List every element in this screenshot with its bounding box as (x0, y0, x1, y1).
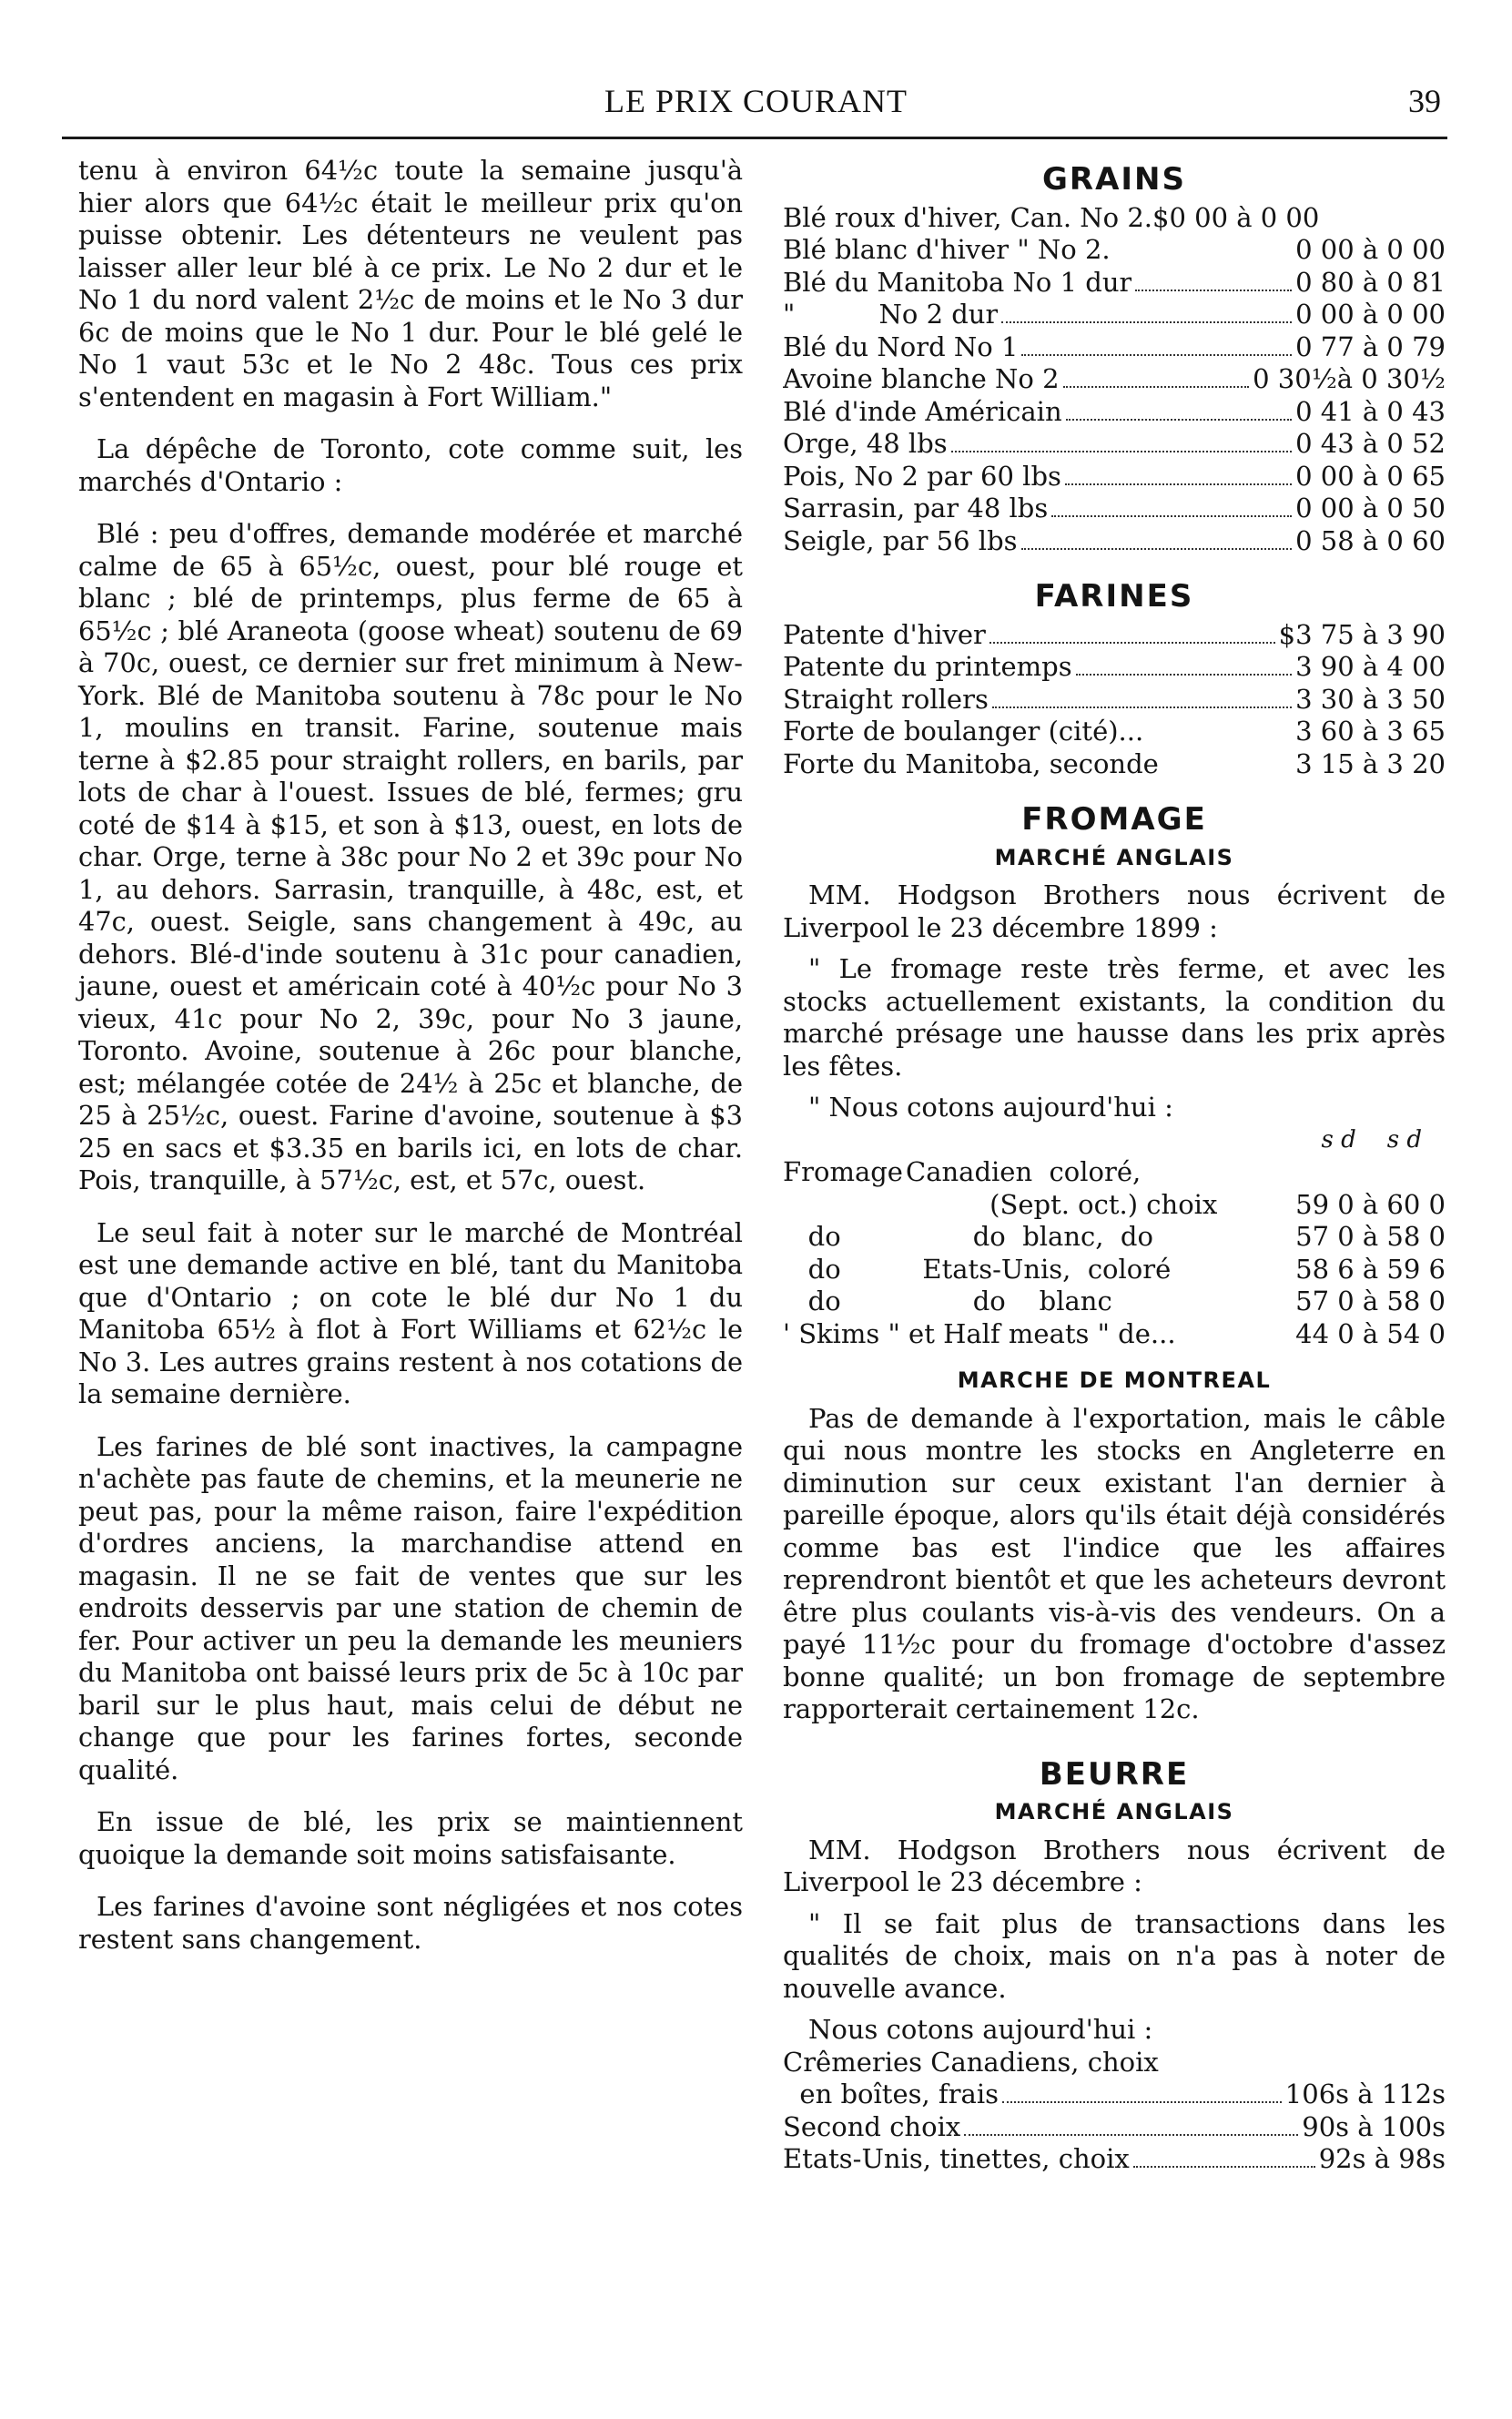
dot-leader (992, 706, 1292, 708)
paragraph-toronto-intro: La dépêche de Toronto, cote comme suit, les marchés d'Ontario : (78, 433, 743, 497)
cell: 58 6 à 59 6 (1295, 1253, 1446, 1285)
dot-leader (1063, 386, 1250, 388)
price-row (783, 461, 1446, 493)
fromage-marche-montreal: MARCHE DE MONTREAL (957, 1367, 1272, 1393)
cell: 57 0 à 58 0 (1295, 1286, 1446, 1316)
dot-leader (1065, 483, 1292, 485)
price-row (783, 748, 1446, 781)
row-label: Second choix (783, 2110, 961, 2142)
price-row (783, 525, 1446, 558)
price-row (783, 2079, 1446, 2111)
row-label: Blé du Manitoba No 1 dur (783, 266, 1132, 298)
beurre-title: BEURRE (1039, 1755, 1190, 1793)
row-value: 3 15 à 3 20 (1295, 747, 1446, 779)
row-value: 3 90 à 4 00 (1295, 651, 1446, 682)
cell: Etats-Unis, coloré (906, 1253, 1172, 1285)
row-label: Blé blanc d'hiver " No 2. (783, 234, 1111, 265)
fromage-quote: " Le fromage reste très ferme, et avec les stocks actuellement existants, la condition du marché présage une hausse dans les prix après les fêtes. (783, 953, 1446, 1082)
cell: do blanc, do (906, 1221, 1153, 1252)
price-row (783, 2143, 1446, 2176)
cell: 57 0 à 58 0 (1295, 1221, 1446, 1252)
row-value: 0 58 à 0 60 (1295, 524, 1446, 556)
table-row (783, 1189, 1446, 1222)
beurre-quote: " Il se fait plus de transactions dans les qualités de choix, mais on n'a pas à noter de nouvelle avance. (783, 1907, 1446, 2004)
dot-leader (951, 451, 1292, 452)
beurre-row-head (783, 2047, 1446, 2079)
row-value: 3 30 à 3 50 (1295, 683, 1446, 715)
dot-leader (1002, 2101, 1282, 2103)
row-label: Blé roux d'hiver, Can. No 2. (783, 201, 1152, 233)
row-value: 0 30½à 0 30½ (1253, 363, 1446, 394)
price-row (783, 234, 1446, 267)
beurre-table (783, 2079, 1446, 2176)
dot-leader (1051, 515, 1292, 517)
cell: 59 0 à 60 0 (1295, 1188, 1446, 1220)
row-value: 90s à 100s (1302, 2110, 1446, 2142)
grains-title: GRAINS (1042, 161, 1186, 198)
row-value: 0 77 à 0 79 (1295, 330, 1446, 362)
grains-table (783, 202, 1446, 558)
dot-leader (964, 2134, 1298, 2136)
price-row (783, 684, 1446, 717)
beurre-cotons: Nous cotons aujourd'hui : (808, 2014, 1153, 2045)
fromage-intro: MM. Hodgson Brothers nous écrivent de Liverpool le 23 décembre 1899 : (783, 879, 1446, 943)
row-label: Straight rollers (783, 683, 989, 715)
price-row (783, 267, 1446, 300)
row-label: Patente du printemps (783, 651, 1072, 682)
dot-leader (1066, 419, 1293, 421)
row-value: 0 00 à 0 50 (1295, 493, 1446, 523)
price-row (783, 396, 1446, 429)
row-value: 0 00 à 0 65 (1295, 460, 1446, 492)
price-row (783, 2111, 1446, 2144)
fromage-table (783, 1156, 1446, 1350)
paragraph-issue-ble: En issue de blé, les prix se maintiennent quoique la demande soit moins satisfaisante. (78, 1806, 743, 1870)
paragraph-toronto-markets: Blé : peu d'offres, demande modérée et marché calme de 65 à 65½c, ouest, pour blé rouge et blanc ; blé de printemps, plus ferme de 65 à 65½c ; blé Araneota (goose wheat) soutenu de 69 à 70c, ouest, ce dernier sur fret minimum à New-York. Blé de Manitoba soutenu à 78c pour le No 1, moulins en transit. Farine, soutenue mais terne à $2.85 pour straight rollers, en barils, par lots de char à l'ouest. Issues de blé, fermes; gru coté de $14 à $15, et son à $13, ouest, en lots de char. Orge, terne à 38c pour No 2 et 39c pour No 1, au dehors. Sarrasin, tranquille, à 48c, est, et 47c, ouest. Seigle, sans changement à 49c, au dehors. Blé-d'inde soutenu à 31c pour canadien, jaune, ouest et américain coté à 40½c pour No 3 vieux, 41c pour No 2, 39c, pour No 3 jaune, Toronto. Avoine, soutenue à 26c pour blanche, est; mélangée cotée de 24½ à 25c et blanche, de 25 à 25½c, ouest. Farine d'avoine, soutenue à $3 25 en sacs et $3.35 en barils ici, en lots de char. Pois, tranquille, à 57½c, est, et 57c, ouest. (78, 518, 743, 1195)
dot-leader (1133, 2166, 1315, 2168)
row-label: Orge, 48 lbs (783, 428, 948, 459)
row-value: 106s à 112s (1284, 2079, 1446, 2109)
row-label: Blé du Nord No 1 (783, 330, 1019, 362)
price-row (783, 619, 1446, 652)
table-row (783, 1156, 1446, 1189)
row-label: Blé d'inde Américain (783, 395, 1062, 427)
row-value: 92s à 98s (1318, 2143, 1446, 2174)
price-row (783, 493, 1446, 525)
cell: do (783, 1286, 841, 1316)
page-header (0, 0, 1512, 146)
price-row (783, 202, 1446, 235)
cell (1288, 1156, 1446, 1189)
row-label: Forte de boulanger (cité)... (783, 716, 1144, 747)
fromage-cotons: " Nous cotons aujourd'hui : (808, 1092, 1173, 1123)
table-row (783, 1221, 1446, 1254)
beurre-intro: MM. Hodgson Brothers nous écrivent de Liverpool le 23 décembre : (783, 1834, 1446, 1897)
row-label: Forte du Manitoba, seconde (783, 747, 1159, 779)
row-value: 0 41 à 0 43 (1295, 395, 1446, 427)
dot-leader (1021, 548, 1293, 550)
row-label: Seigle, par 56 lbs (783, 524, 1018, 556)
row-value: 0 00 à 0 00 (1295, 234, 1446, 265)
running-title: LE PRIX COURANT (604, 83, 908, 119)
price-row (783, 428, 1446, 461)
row-label: Patente d'hiver (783, 618, 986, 650)
cell: Fromage (783, 1156, 903, 1187)
row-value: 3 60 à 3 65 (1295, 716, 1446, 747)
cell: do (783, 1221, 841, 1252)
header-rule (62, 137, 1447, 139)
fromage-montreal-text: Pas de demande à l'exportation, mais le câble qui nous montre les stocks en Angleterre en diminution sur ceux existant l'an dernier à pareille époque, alors qu'ils était déjà considérés comme bas est l'indice que les affaires reprendront bientôt et que les acheteurs devront être plus coulants vis-à-vis des vendeurs. On a payé 11½c pour du fromage d'octobre d'assez bonne qualité; un bon fromage de septembre rapporterait certainement 12c. (783, 1402, 1446, 1724)
cell: Canadien coloré, (906, 1156, 1142, 1187)
farines-table (783, 619, 1446, 781)
cell: ' Skims " et Half meats " de... (783, 1317, 1176, 1349)
page-number: 39 (1408, 83, 1441, 119)
right-column (783, 155, 1446, 2358)
price-row (783, 363, 1446, 396)
dot-leader (989, 642, 1275, 644)
paragraph-farines-avoine: Les farines d'avoine sont négligées et nos cotes restent sans changement. (78, 1891, 743, 1955)
unit-header (783, 1124, 1446, 1157)
fromage-title: FROMAGE (1021, 801, 1207, 838)
table-row (783, 1254, 1446, 1286)
row-value: 0 00 à 0 00 (1295, 299, 1446, 330)
fromage-marche-anglais: MARCHÉ ANGLAIS (994, 844, 1234, 870)
cell (783, 1189, 906, 1222)
dot-leader (1001, 321, 1292, 323)
dot-leader (1135, 290, 1292, 291)
paragraph-ble-manitoba: tenu à environ 64½c toute la semaine jusqu'à hier alors que 64½c était le meilleur prix qu'on puisse obtenir. Les détenteurs ne veulent pas laisser aller leur blé à ce prix. Le No 2 dur et le No 1 du nord valent 2½c de moins et le No 3 dur 6c de moins que le No 1 dur. Pour le blé gelé le No 1 vaut 53c et le No 2 48c. Tous ces prix s'entendent en magasin à Fort William." (78, 155, 743, 412)
unit-label: s d (1321, 1125, 1356, 1154)
unit-label: s d (1386, 1125, 1422, 1154)
row-label: Etats-Unis, tinettes, choix (783, 2143, 1130, 2174)
cell: do blanc (906, 1286, 1112, 1316)
row-value: $0 00 à 0 00 (1152, 201, 1320, 233)
table-row (783, 1318, 1446, 1351)
price-row (783, 716, 1446, 748)
left-column (78, 155, 743, 2358)
row-label: Avoine blanche No 2 (783, 363, 1060, 394)
price-row (783, 651, 1446, 684)
table-row (783, 1286, 1446, 1318)
beurre-marche-anglais: MARCHÉ ANGLAIS (994, 1799, 1234, 1824)
row-label: " No 2 dur (783, 299, 999, 330)
row-value: 0 80 à 0 81 (1295, 266, 1446, 298)
row-label: Pois, No 2 par 60 lbs (783, 460, 1061, 492)
row-label: en boîtes, frais (783, 2079, 999, 2109)
row-label: Crêmeries Canadiens, choix (783, 2046, 1159, 2078)
row-label: Sarrasin, par 48 lbs (783, 493, 1049, 523)
cell: 44 0 à 54 0 (1295, 1317, 1446, 1349)
price-row (783, 331, 1446, 364)
cell: do (783, 1253, 841, 1285)
row-value: $3 75 à 3 90 (1278, 618, 1446, 650)
dot-leader (1076, 674, 1292, 676)
price-row (783, 299, 1446, 331)
row-value: 0 43 à 0 52 (1295, 428, 1446, 459)
paragraph-montreal-ble: Le seul fait à noter sur le marché de Montréal est une demande active en blé, tant du Manitoba que d'Ontario ; on cote le blé dur No 1 du Manitoba 65½ à flot à Fort Williams et 62½c le No 3. Les autres grains restent à nos cotations de la semaine dernière. (78, 1216, 743, 1409)
paragraph-farines-ble: Les farines de blé sont inactives, la campagne n'achète pas faute de chemins, et la meunerie ne peut pas, pour la même raison, faire l'expédition d'ordres anciens, la marchandise attend en magasin. Il ne se fait de ventes que sur les endroits desservis par une station de chemin de fer. Pour activer un peu la demande les meuniers du Manitoba ont baissé leurs prix de 5c à 10c par baril sur le plus haut, mais celui de début ne change que pour les farines fortes, seconde qualité. (78, 1430, 743, 1785)
dot-leader (1021, 354, 1292, 356)
farines-title: FARINES (1034, 578, 1194, 615)
cell: (Sept. oct.) choix (906, 1188, 1218, 1220)
